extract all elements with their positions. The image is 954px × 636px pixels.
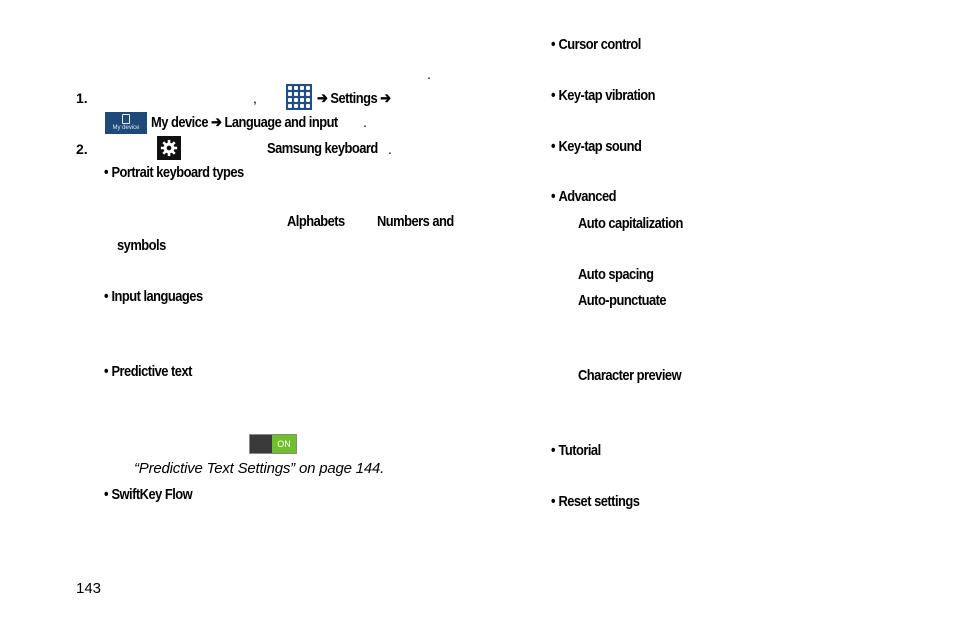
- page-number: 143: [76, 580, 102, 597]
- item-reset-settings: • Reset settings: [551, 493, 639, 510]
- alphabets-label: Alphabets: [287, 213, 345, 230]
- samsung-keyboard-label: Samsung keyboard: [267, 140, 378, 157]
- item-swiftkey-flow: • SwiftKey Flow: [104, 486, 192, 503]
- character-preview-label: Character preview: [578, 367, 682, 384]
- on-off-toggle: [249, 434, 297, 454]
- item-predictive-text: • Predictive text: [104, 363, 192, 380]
- step-2-number: 2.: [76, 141, 88, 157]
- gear-icon: [157, 136, 181, 160]
- auto-punctuate-label: Auto-punctuate: [578, 292, 667, 309]
- item-cursor-control: • Cursor control: [551, 36, 641, 53]
- item-tutorial: • Tutorial: [551, 442, 601, 459]
- auto-capitalization-label: Auto capitalization: [578, 215, 683, 232]
- auto-spacing-label: Auto spacing: [578, 266, 654, 283]
- predictive-text-crossref: “Predictive Text Settings” on page 144.: [134, 460, 385, 477]
- item-key-tap-vibration: • Key-tap vibration: [551, 87, 655, 104]
- item-advanced: • Advanced: [551, 188, 616, 205]
- symbols-label: symbols: [117, 237, 166, 254]
- stray-period: .: [427, 66, 431, 82]
- step-2-period: .: [388, 141, 392, 157]
- apps-grid-icon: [286, 84, 312, 110]
- language-input-path: My device ➔ Language and input: [151, 114, 338, 131]
- item-portrait-keyboard-types: • Portrait keyboard types: [104, 164, 244, 181]
- item-input-languages: • Input languages: [104, 288, 203, 305]
- settings-path: ➔ Settings ➔: [317, 90, 391, 107]
- step-1-number: 1.: [76, 90, 88, 106]
- item-key-tap-sound: • Key-tap sound: [551, 138, 641, 155]
- my-device-icon-label: My device: [112, 125, 140, 131]
- step-1-period: .: [363, 114, 367, 130]
- step-1-comma: ,: [253, 90, 257, 106]
- toggle-on-label: ON: [272, 435, 296, 453]
- numbers-and-label: Numbers and: [377, 213, 454, 230]
- my-device-icon: [105, 112, 147, 134]
